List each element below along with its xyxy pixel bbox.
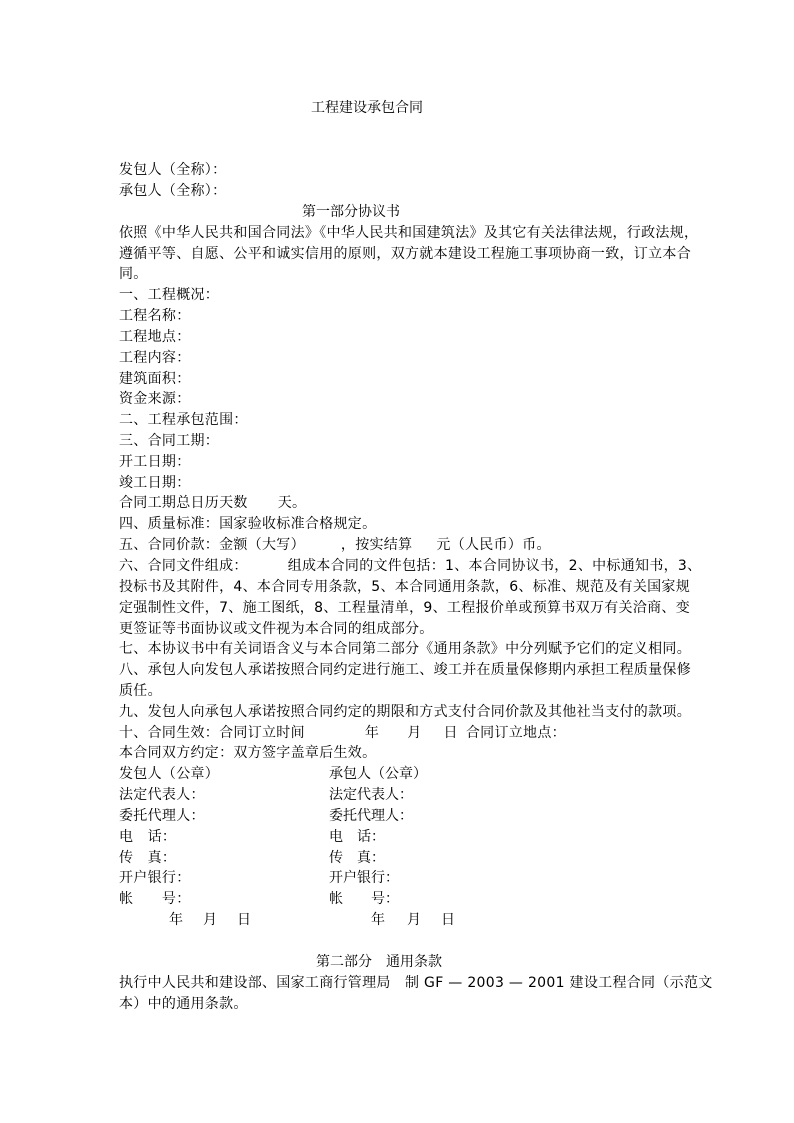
preamble-line-2: 遵循平等、自愿、公平和诚实信用的原则，双方就本建设工程施工事项协商一致，订立本合 (119, 246, 691, 262)
employer-seal-label: 发包人（公章） (119, 766, 220, 782)
sign-year: 年 (364, 725, 380, 741)
sign-day: 日 (443, 725, 458, 741)
contractor-bank-label: 开户银行： (329, 870, 399, 886)
price-currency-label: 元（人民币）币。 (436, 537, 551, 553)
project-name-label: 工程名称： (119, 308, 191, 324)
effective-agreement: 本合同双方约定：双方签字盖章后生效。 (119, 745, 377, 761)
price-amount-label: 五、合同价款：金额（大写） (119, 537, 305, 553)
document-title: 工程建设承包合同 (311, 100, 423, 116)
part2-text-line-1: 执行中人民共和建设部、国家工商行管理局 制 GF — 2003 — 2001 建设工程合同（示范文 (119, 975, 713, 991)
start-date-label: 开工日期： (119, 454, 191, 470)
section-4-quality-standard: 四、质量标准：国家验收标准合格规定。 (119, 516, 377, 532)
employer-phone-label: 电 话： (119, 829, 177, 845)
section-2-heading: 二、工程承包范围： (119, 412, 248, 428)
contractor-phone-label: 电 话： (329, 829, 385, 845)
part2-heading: 第二部分 通用条款 (316, 954, 442, 970)
employer-agent-label: 委托代理人： (119, 808, 205, 824)
section-8-line-2: 质任。 (119, 683, 162, 699)
section-9-payment: 九、发包人向承包人承诺按照合同约定的期限和方式支付合同价款及其他社当支付的款项。 (119, 704, 691, 720)
sign-time-label: 十、合同生效：合同订立时间 (119, 725, 305, 741)
section-8-line-1: 八、承包人向发包人承诺按照合同约定进行施工、竣工并在质量保修期内承担工程质量保修 (119, 662, 691, 678)
employer-sign-date (169, 910, 251, 930)
sign-place-label: 合同订立地点： (465, 725, 566, 741)
part2-text-line-2: 本）中的通用条款。 (119, 996, 248, 1012)
completion-date-label: 竣工日期： (119, 475, 191, 491)
employer-account-label: 帐 号： (119, 891, 191, 907)
employer-date-year: 年 (169, 912, 183, 928)
preamble-line-1: 依照《中华人民共和国合同法》《中华人民共和国建筑法》及其它有关法律法规，行政法规， (119, 225, 699, 241)
employer-date-day: 日 (237, 912, 251, 928)
employer-full-name-label: 发包人（全称）： (119, 162, 227, 178)
section-6-text-start: 组成本合同的文件包括：1、本合同协议书，2、中标通知书，3、 (287, 558, 702, 574)
fund-source-label: 资金来源： (119, 391, 191, 407)
contractor-account-label: 帐 号： (329, 891, 399, 907)
contractor-date-year: 年 (371, 912, 385, 928)
contractor-date-month: 月 (407, 912, 421, 928)
part1-heading: 第一部分协议书 (302, 204, 400, 220)
section-6-line-3: 定强制性文件，7、施工图纸，8、工程量清单，9、工程报价单或预算书双万有关洽商、变 (119, 600, 691, 616)
contractor-sign-date (371, 910, 455, 930)
sign-month: 月 (407, 725, 422, 741)
contractor-legal-rep-label: 法定代表人： (329, 787, 413, 803)
employer-fax-label: 传 真： (119, 850, 177, 866)
total-calendar-days-line (119, 493, 306, 513)
project-location-label: 工程地点： (119, 329, 191, 345)
section-5-contract-price (119, 535, 551, 555)
section-3-heading: 三、合同工期： (119, 433, 220, 449)
total-days-label: 合同工期总日历天数 (119, 495, 248, 511)
contractor-full-name-label: 承包人（全称）： (119, 183, 227, 199)
preamble-line-3: 同。 (119, 266, 148, 282)
total-days-unit: 天。 (277, 495, 307, 511)
employer-bank-label: 开户银行： (119, 870, 191, 886)
project-content-label: 工程内容： (119, 350, 191, 366)
section-10-effectiveness (119, 723, 566, 743)
section-1-heading: 一、工程概况： (119, 287, 220, 303)
price-settlement-label: ，按实结算 (340, 537, 413, 553)
building-area-label: 建筑面积： (119, 371, 191, 387)
section-7-definitions: 七、本协议书中有关词语含义与本合同第二部分《通用条款》中分列赋予它们的定义相同。 (119, 641, 691, 657)
section-6-line-4: 更签证等书面协议或文件视为本合同的组成部分。 (119, 621, 434, 637)
contractor-seal-label: 承包人（公章） (329, 766, 427, 782)
section-6-line-2: 投标书及其附件，4、本合同专用条款，5、本合同通用条款，6、标准、规范及有关国家规 (119, 579, 691, 595)
contractor-fax-label: 传 真： (329, 850, 385, 866)
contractor-date-day: 日 (441, 912, 455, 928)
section-6-line-1 (119, 556, 701, 576)
contractor-agent-label: 委托代理人： (329, 808, 413, 824)
section-6-heading: 六、合同文件组成： (119, 558, 248, 574)
employer-legal-rep-label: 法定代表人： (119, 787, 205, 803)
employer-date-month: 月 (203, 912, 217, 928)
